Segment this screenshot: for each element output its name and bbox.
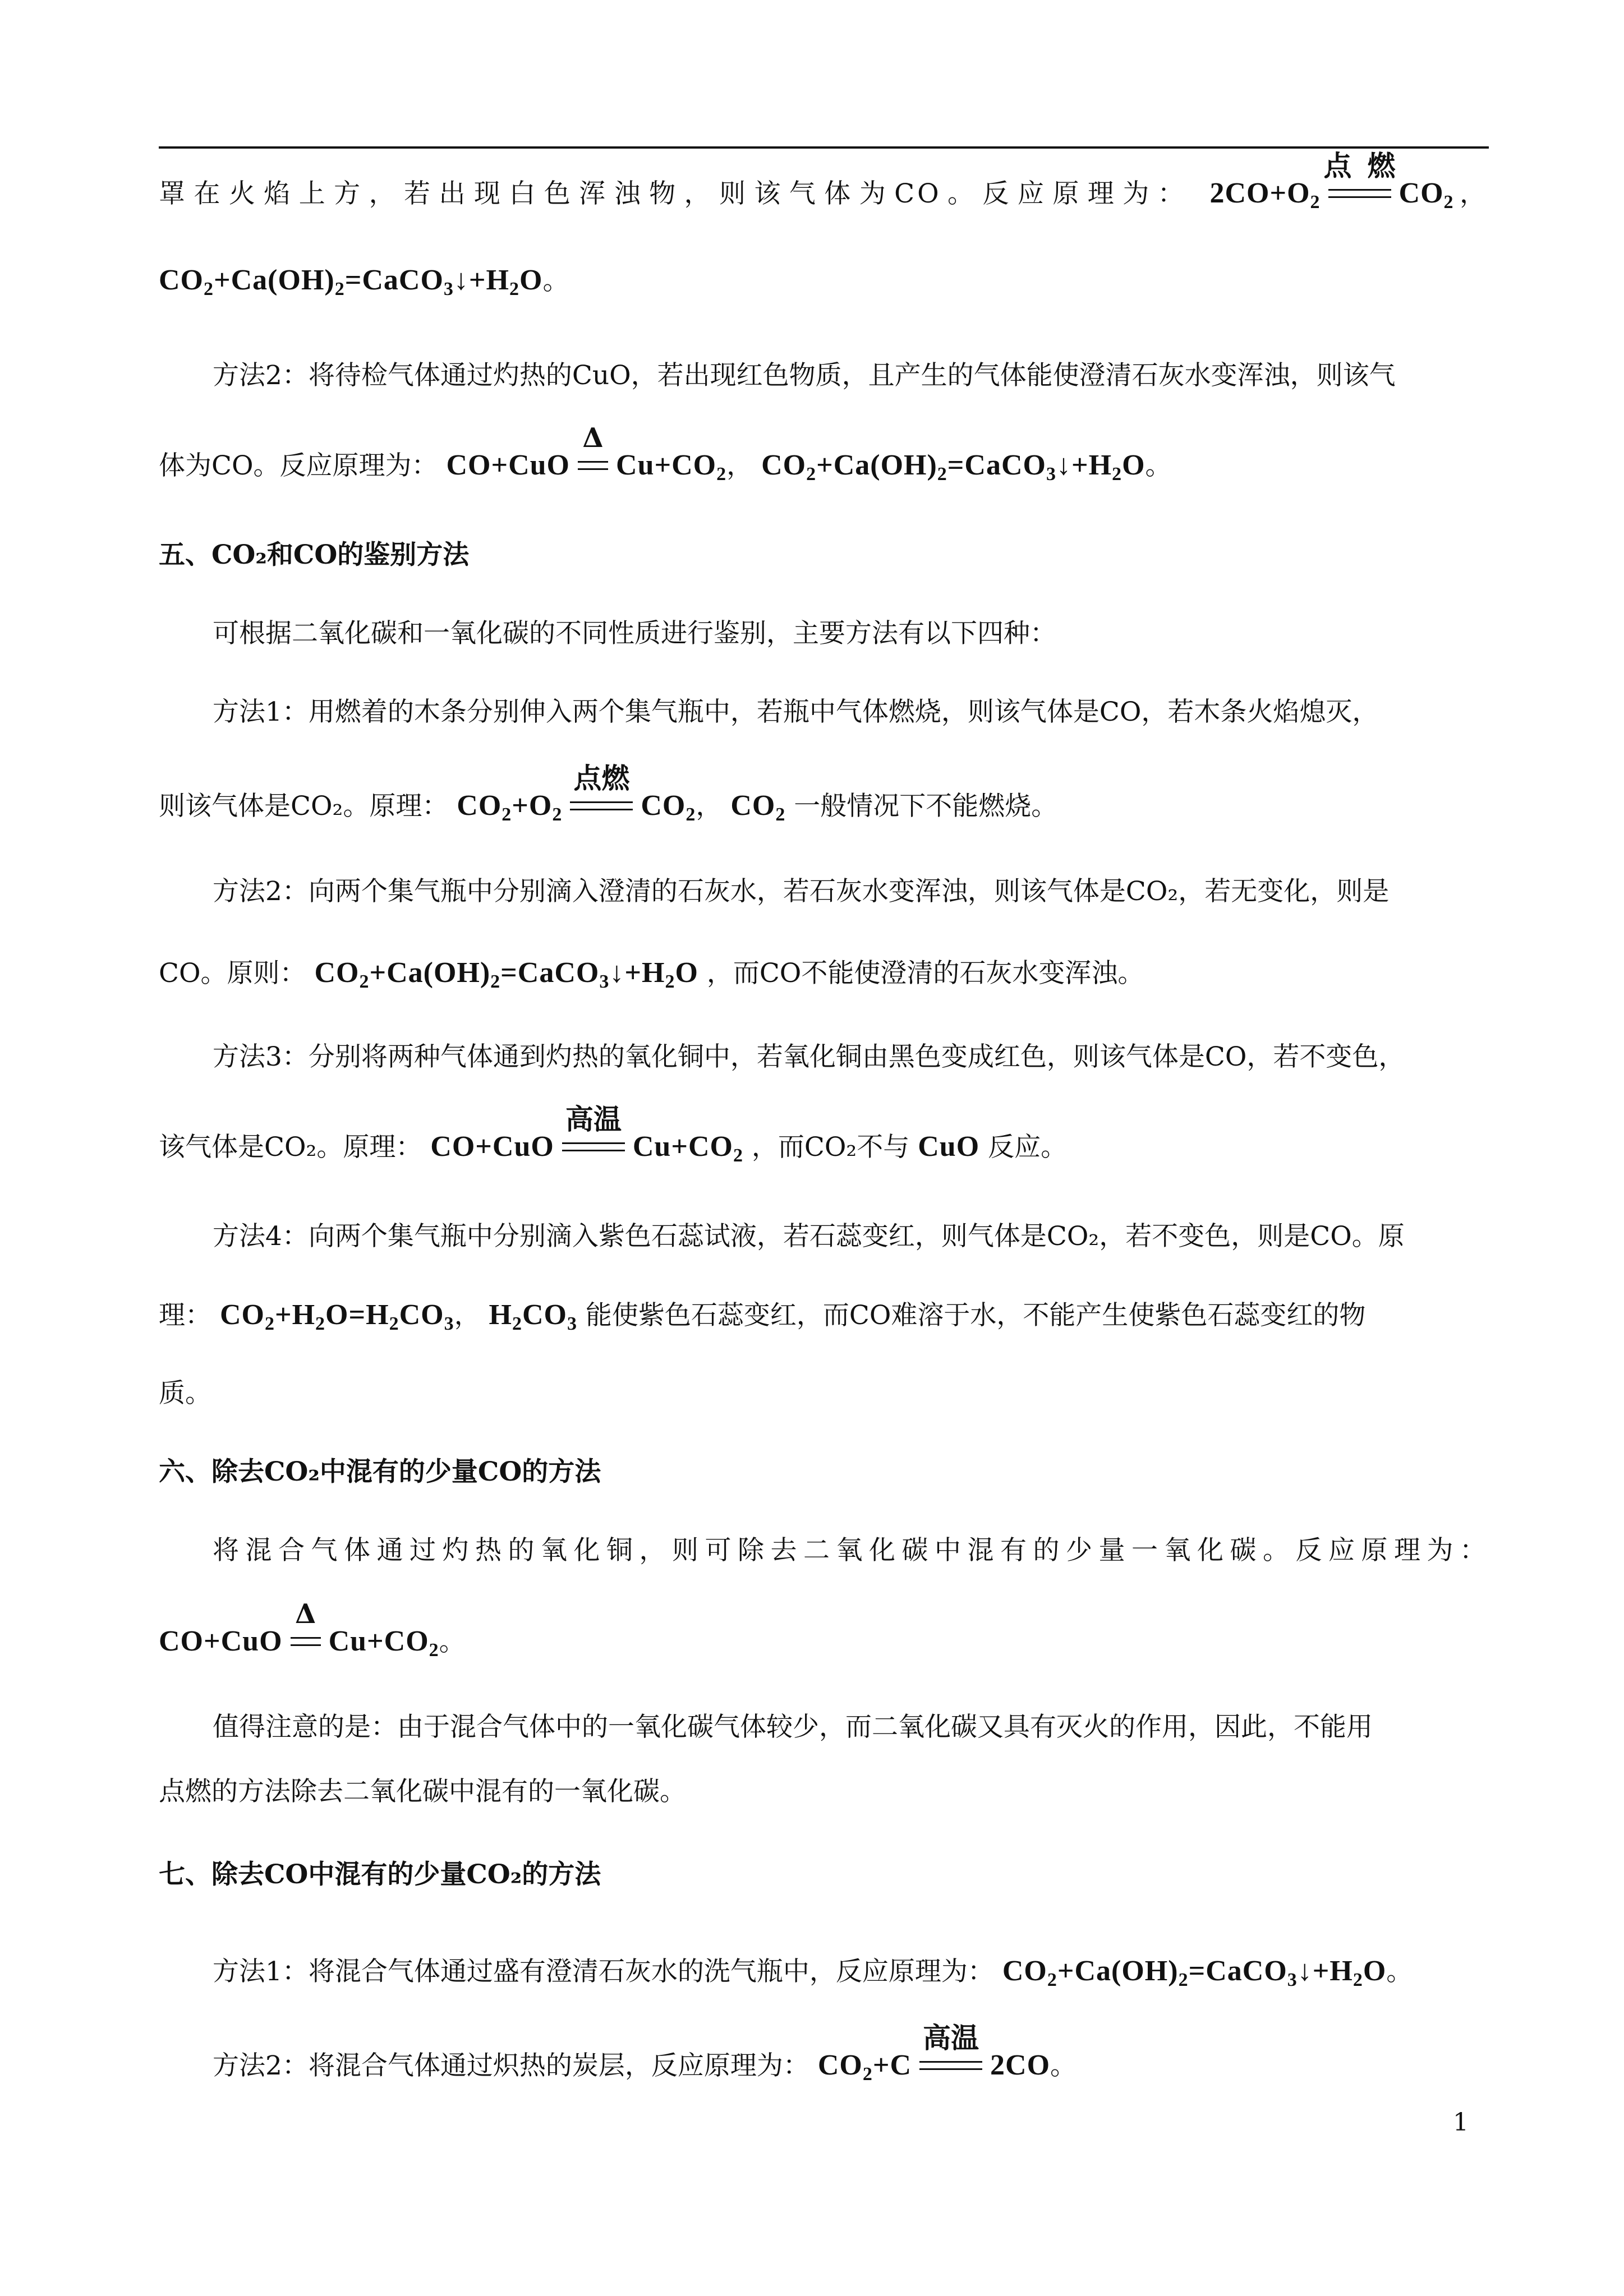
text-run: 则该气体是CO₂。原理： [159, 791, 449, 822]
section-heading-7: 七、除去CO中混有的少量CO₂的方法 [159, 1859, 601, 1890]
condition-high-temp: 高温 [558, 1136, 629, 1154]
text-run: ， [726, 450, 753, 481]
text-run: 值得注意的是：由于混合气体中的一氧化碳气体较少，而二氧化碳又具有灭火的作用，因此，不能用 [213, 1712, 1373, 1742]
text-run: 。 [1386, 1956, 1413, 1987]
text-run: 能使紫色石蕊变红，而CO难溶于水，不能产生使紫色石蕊变红的物 [585, 1300, 1366, 1331]
formula-h2co3: $H_2CO_3$ [489, 1299, 577, 1334]
text-run: ， [454, 1300, 481, 1331]
text-run: 方法2：将混合气体通过炽热的炭层，反应原理为： [213, 2050, 809, 2081]
text-run: 一般情况下不能燃烧。 [794, 791, 1058, 822]
paragraph-line [159, 1032, 1489, 1082]
paragraph-line [159, 255, 1489, 306]
paragraph-line [159, 150, 1489, 219]
equation-ca-oh: $CO_2+Ca(OH)_2=CaCO_3↓+H_2O$ [761, 449, 1145, 485]
text-run: ， [696, 791, 723, 822]
paragraph-line [159, 866, 1489, 917]
equation-ca-oh: $CO_2+Ca(OH)_2=CaCO_3↓+H_2O$ [159, 264, 543, 299]
text-run: 。 [439, 1626, 466, 1657]
text-run: 可根据二氧化碳和一氧化碳的不同性质进行鉴别，主要方法有以下四种： [213, 618, 1056, 649]
paragraph-line [159, 1211, 1489, 1262]
text-run: 方法1：将混合气体通过盛有澄清石灰水的洗气瓶中，反应原理为： [213, 1956, 994, 1987]
text-run: 将混合气体通过灼热的氧化铜，则可除去二氧化碳中混有的少量一氧化碳。反应原理为： [213, 1535, 1489, 1566]
condition-ignite: 点燃 [1324, 182, 1396, 200]
paragraph-line [159, 1702, 1489, 1753]
formula-co2: $CO_2$ [730, 790, 786, 825]
paragraph-line [159, 1290, 1489, 1340]
paragraph-line [159, 948, 1489, 998]
text-run: CO。原则： [159, 958, 306, 989]
equation-co2-h2o: $CO_2+H_2O=H_2CO_3$ [219, 1299, 454, 1334]
paragraph-line [159, 762, 1489, 831]
paragraph-line [159, 1946, 1489, 1997]
text-run: 理： [159, 1300, 211, 1331]
equation-co-cuo-high-temp: CO+CuO 高温 $Cu+CO_2$ [430, 1103, 743, 1166]
text-run: 反应。 [988, 1132, 1068, 1163]
condition-high-temp: 高温 [915, 2054, 987, 2072]
paragraph-line [159, 351, 1489, 401]
condition-heat: Δ [286, 1630, 325, 1648]
condition-heat: Δ [573, 454, 613, 472]
equation-co-cuo-heat: CO+CuO Δ $Cu+CO_2$ [446, 422, 727, 485]
text-run: 。 [1145, 450, 1172, 481]
text-run: 体为CO。反应原理为： [159, 450, 438, 481]
header-rule [159, 146, 1489, 149]
text-run: 方法3：分别将两种气体通到灼热的氧化铜中，若氧化铜由黑色变成红色，则该气体是CO，若不变色， [213, 1041, 1405, 1072]
text-run: 点燃的方法除去二氧化碳中混有的一氧化碳。 [159, 1776, 686, 1807]
text-run: 方法1：用燃着的木条分别伸入两个集气瓶中，若瓶中气体燃烧，则该气体是CO，若木条火焰熄灭， [213, 697, 1379, 727]
equation-co2-c: $CO_2+C$ 高温 2CO [817, 2022, 1051, 2085]
text-run: 罩在火焰上方，若出现白色浑浊物，则该气体为CO。反应原理为： [159, 178, 1193, 209]
condition-ignite: 点燃 [565, 795, 637, 813]
paragraph-line [159, 1767, 1489, 1817]
equation-2co-o2: $2CO+O_2$ 点燃 $CO_2$ [1209, 150, 1454, 213]
paragraph-line [159, 608, 1489, 659]
text-run: ， [1453, 178, 1489, 209]
paragraph-line [159, 1368, 1489, 1419]
formula-cuo: CuO [918, 1131, 980, 1163]
equation-ca-oh: $CO_2+Ca(OH)_2=CaCO_3↓+H_2O$ [1002, 1955, 1387, 1990]
equation-ca-oh: $CO_2+Ca(OH)_2=CaCO_3↓+H_2O$ [314, 957, 698, 992]
text-run: ，而CO₂不与 [751, 1132, 910, 1163]
paragraph-line [159, 422, 1489, 491]
text-run: 质。 [159, 1378, 211, 1409]
paragraph-line [159, 1103, 1489, 1172]
text-run: 方法4：向两个集气瓶中分别滴入紫色石蕊试液，若石蕊变红，则气体是CO₂，若不变色，则是CO。原 [213, 1221, 1405, 1252]
text-run: 方法2：向两个集气瓶中分别滴入澄清的石灰水，若石灰水变浑浊，则该气体是CO₂，若无变化，则是 [213, 876, 1390, 907]
paragraph-line [159, 1525, 1489, 1576]
text-run: 。 [542, 265, 569, 296]
paragraph-line [159, 687, 1489, 737]
text-run: ，而CO不能使澄清的石灰水变浑浊。 [706, 958, 1144, 989]
text-run: 。 [1050, 2050, 1077, 2081]
section-heading-5: 五、CO₂和CO的鉴别方法 [159, 540, 470, 570]
text-run: 该气体是CO₂。原理： [159, 1132, 422, 1163]
page-number: 1 [1453, 2108, 1469, 2137]
paragraph-line [159, 2022, 1489, 2091]
paragraph-line [159, 1598, 1489, 1667]
section-heading-6: 六、除去CO₂中混有的少量CO的方法 [159, 1456, 601, 1487]
text-run: 方法2：将待检气体通过灼热的CuO，若出现红色物质，且产生的气体能使澄清石灰水变浑浊，则该气 [213, 360, 1396, 391]
equation-co-cuo-heat: CO+CuO Δ $Cu+CO_2$ [159, 1598, 439, 1661]
equation-co2-o2: $CO_2+O_2$ 点燃 $CO_2$ [457, 762, 696, 825]
